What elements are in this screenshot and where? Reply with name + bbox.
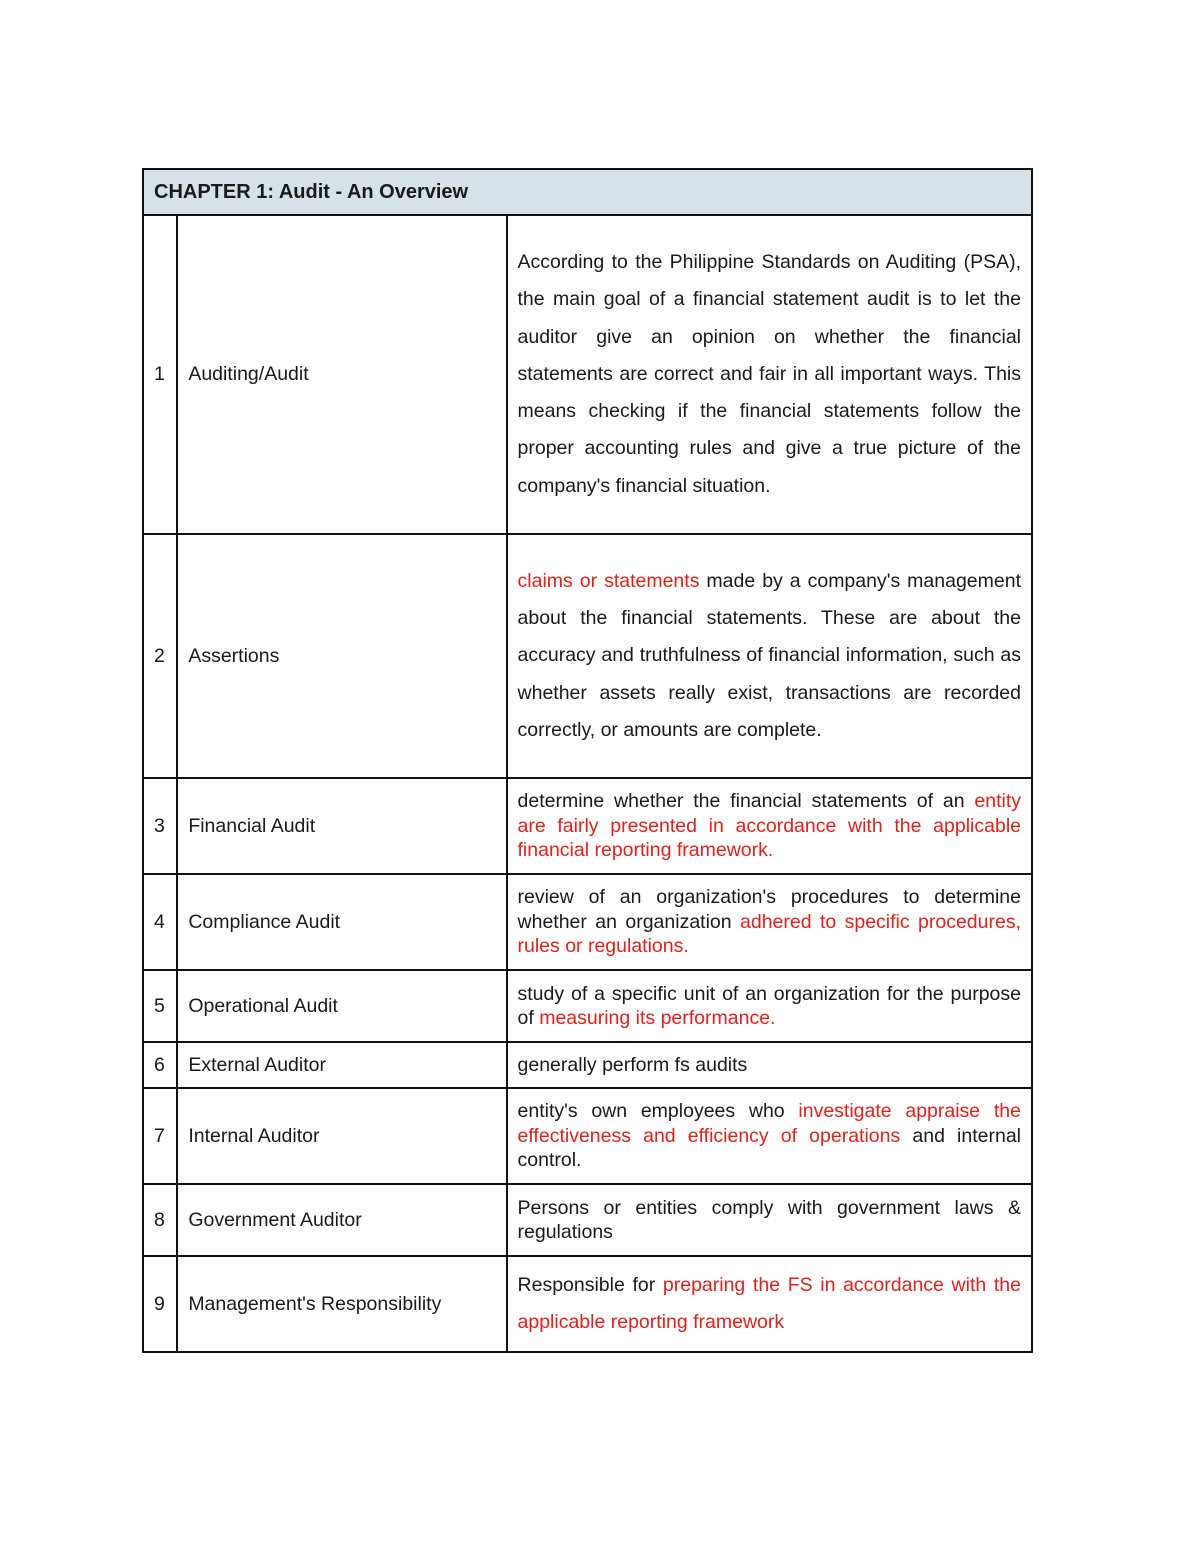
term-label: Internal Auditor xyxy=(177,1088,506,1184)
definition-text: generally perform fs audits xyxy=(517,1053,748,1076)
term-label: Financial Audit xyxy=(177,778,506,874)
definition-highlight: measuring its performance. xyxy=(539,1007,776,1029)
definition-cell xyxy=(507,1256,1032,1352)
term-label: Operational Audit xyxy=(177,970,506,1042)
definition-highlight: preparing the FS in accordance with the applicable reporting framework xyxy=(517,1273,1021,1333)
definition-cell xyxy=(507,874,1032,970)
chapter-table xyxy=(142,168,1033,1353)
term-label: Assertions xyxy=(177,534,506,778)
term-label: Management's Responsibility xyxy=(177,1256,506,1352)
definition-text: Persons or entities comply with government laws & regulations xyxy=(517,1196,1021,1243)
table-row xyxy=(143,1088,1032,1184)
definition-text: study of a specific unit of an organization for the purpose of xyxy=(517,982,1021,1029)
definition-cell xyxy=(507,215,1032,534)
table-row xyxy=(143,1256,1032,1352)
term-label: External Auditor xyxy=(177,1042,506,1088)
table-row xyxy=(143,1042,1032,1088)
table-row xyxy=(143,874,1032,970)
definition-text: According to the Philippine Standards on Auditing (PSA), the main goal of a financial statement audit is to let the auditor give an opinion on whether the financial statements are correct and fair in all important ways. This means checking if the financial statements follow the proper accounting rules and give a true picture of the company's financial situation. xyxy=(517,250,1021,497)
definition-highlight: entity are fairly presented in accordance with the applicable financial reporting framework xyxy=(517,790,1021,862)
definition-cell xyxy=(507,1042,1032,1088)
definition-text: . xyxy=(767,839,774,862)
definition-cell xyxy=(507,1088,1032,1184)
definition-cell xyxy=(507,778,1032,874)
row-number: 5 xyxy=(143,970,177,1042)
definition-text: entity's own employees who xyxy=(517,1100,799,1123)
row-number: 9 xyxy=(143,1256,177,1352)
term-label: Auditing/Audit xyxy=(177,215,506,534)
table-row xyxy=(143,970,1032,1042)
definition-cell xyxy=(507,534,1032,778)
table-row xyxy=(143,1184,1032,1256)
definition-highlight: adhered to specific procedures, rules or regulations. xyxy=(517,910,1021,958)
table-row xyxy=(143,534,1032,778)
row-number: 6 xyxy=(143,1042,177,1088)
definition-cell xyxy=(507,970,1032,1042)
definition-cell xyxy=(507,1184,1032,1256)
row-number: 8 xyxy=(143,1184,177,1256)
row-number: 4 xyxy=(143,874,177,970)
definition-text: made by a company's management about the financial statements. These are about the accuracy and truthfulness of financial information, such as whether assets really exist, transactions are recorded correctly, or amounts are complete. xyxy=(517,569,1021,741)
table-row xyxy=(143,215,1032,534)
definition-text: and internal control. xyxy=(517,1124,1021,1172)
definition-text: review of an organization's procedures to determine whether an organization xyxy=(517,886,1021,933)
row-number: 1 xyxy=(143,215,177,534)
row-number: 7 xyxy=(143,1088,177,1184)
definition-text: Responsible for xyxy=(517,1273,663,1296)
table-row xyxy=(143,778,1032,874)
row-number: 3 xyxy=(143,778,177,874)
definition-highlight: claims or statements xyxy=(517,569,700,592)
term-label: Compliance Audit xyxy=(177,874,506,970)
definition-highlight: investigate appraise the effectiveness and efficiency of operations xyxy=(517,1100,1021,1147)
definition-text: determine whether the financial statements of an xyxy=(517,790,975,813)
row-number: 2 xyxy=(143,534,177,778)
table-title: CHAPTER 1: Audit - An Overview xyxy=(143,169,1032,215)
term-label: Government Auditor xyxy=(177,1184,506,1256)
